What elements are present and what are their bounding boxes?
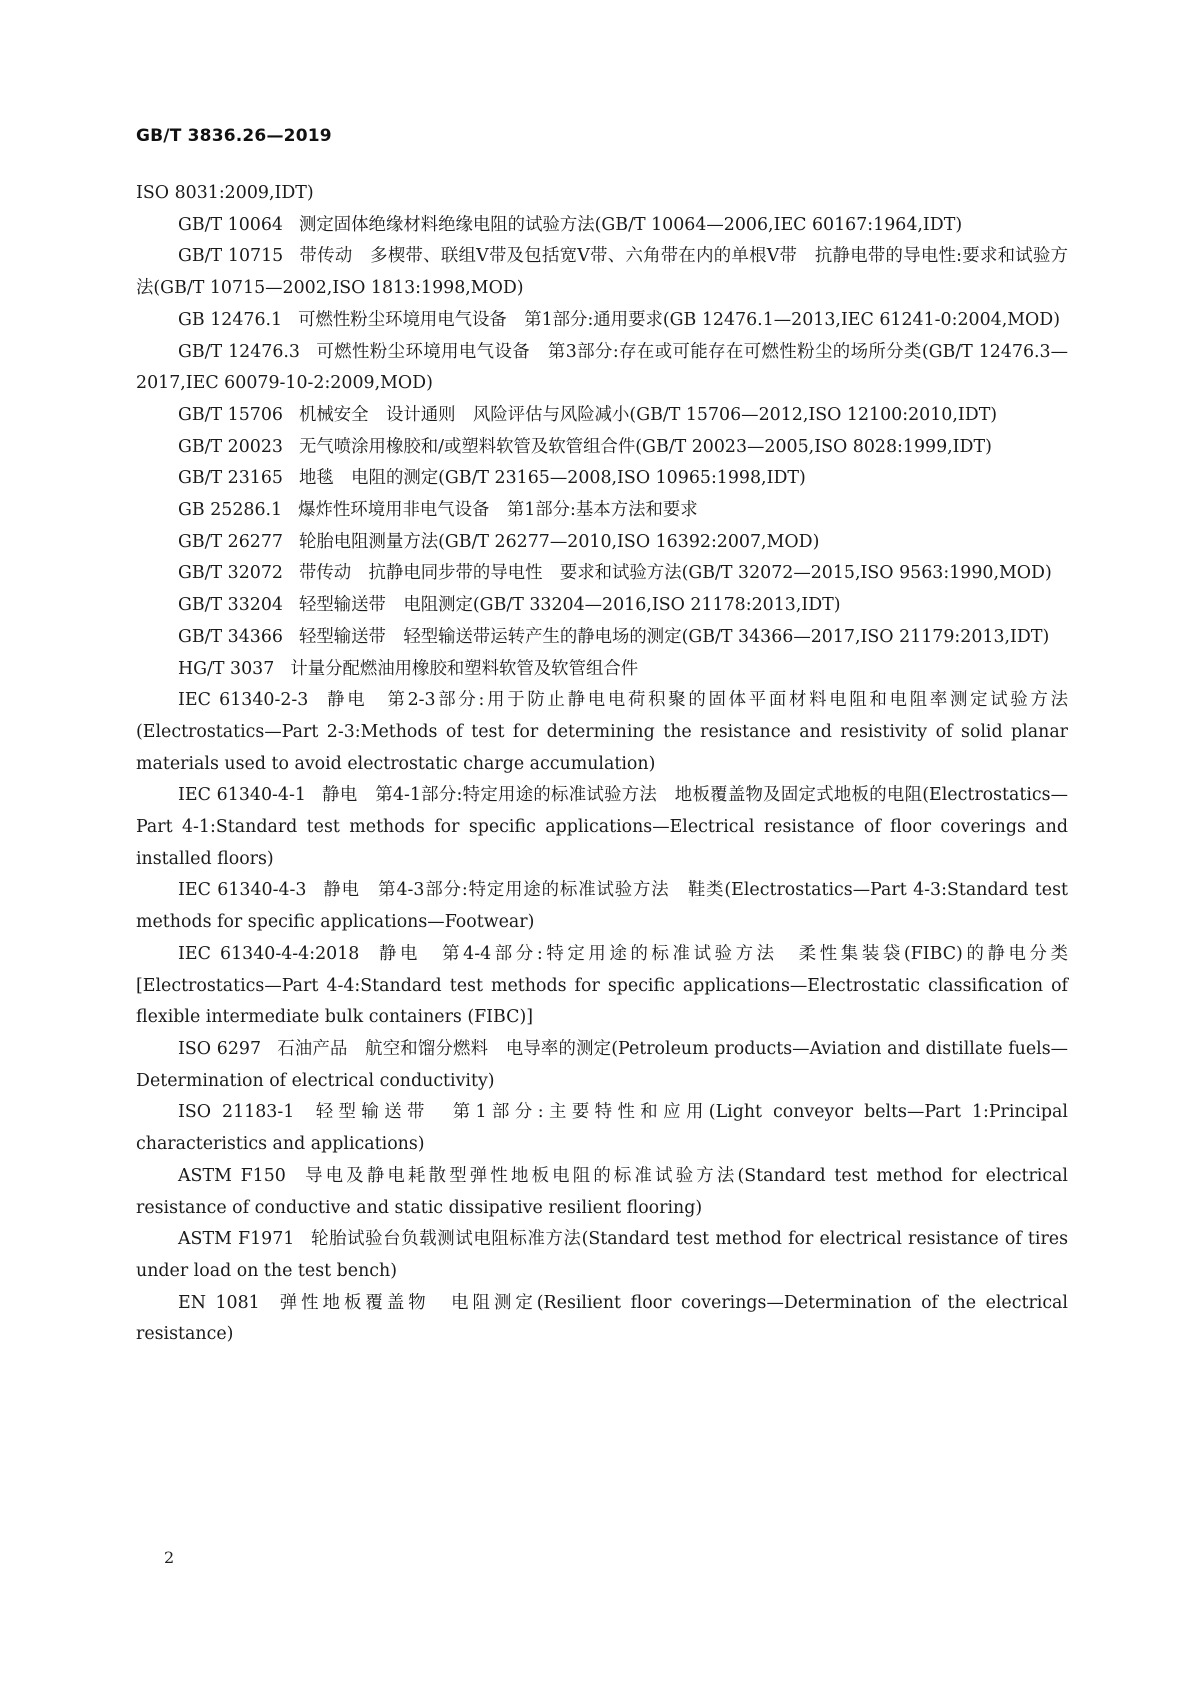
reference-title: 轻型输送带 轻型输送带运转产生的静电场的测定(GB/T 34366—2017,ISO 21179:2013,IDT) [298,626,1050,647]
reference-code: HG/T 3037 [178,658,275,679]
reference-code: GB/T 34366 [178,626,283,647]
reference-entry [136,178,1068,210]
reference-title: 弹性地板覆盖物 电阻测定(Resilient floor coverings—Determination of the electrical resistance) [136,1292,1068,1345]
normative-references-list [136,178,1068,1351]
reference-entry [136,337,1068,400]
reference-entry [136,558,1068,590]
reference-code: GB/T 23165 [178,468,283,489]
reference-title: 静电 第4-3部分:特定用途的标准试验方法 鞋类(Electrostatics—Part 4-3:Standard test methods for specific applications—Footwear) [136,880,1068,933]
reference-title: ISO 8031:2009,IDT) [136,183,314,203]
reference-entry [136,241,1068,304]
reference-entry [136,780,1068,875]
reference-entry [136,527,1068,559]
reference-title: 地毯 电阻的测定(GB/T 23165—2008,ISO 10965:1998,IDT) [298,468,806,489]
reference-entry [136,495,1068,527]
reference-entry [136,939,1068,1034]
reference-code: GB 25286.1 [178,500,283,521]
reference-entry [136,1034,1068,1097]
reference-entry [136,463,1068,495]
reference-code: EN 1081 [178,1292,260,1313]
reference-code: IEC 61340-4-3 [178,880,307,901]
page-number: 2 [164,1548,175,1567]
reference-code: GB/T 10715 [178,246,284,267]
reference-title: 计量分配燃油用橡胶和塑料软管及软管组合件 [290,658,639,679]
reference-title: 机械安全 设计通则 风险评估与风险减小(GB/T 15706—2012,ISO 12100:2010,IDT) [298,404,998,425]
reference-entry [136,400,1068,432]
reference-title: 无气喷涂用橡胶和/或塑料软管及软管组合件(GB/T 20023—2005,ISO 8028:1999,IDT) [298,436,992,457]
reference-code: ASTM F150 [178,1165,286,1186]
reference-title: 轻型输送带 第1部分:主要特性和应用(Light conveyor belts—Part 1:Principal characteristics and applications) [136,1102,1068,1155]
reference-entry [136,654,1068,686]
reference-code: GB/T 33204 [178,595,283,616]
reference-title: 轻型输送带 电阻测定(GB/T 33204—2016,ISO 21178:2013,IDT) [298,595,841,616]
reference-entry [136,210,1068,242]
reference-entry [136,1288,1068,1351]
reference-code: GB/T 15706 [178,404,283,425]
reference-entry [136,1224,1068,1287]
reference-entry [136,432,1068,464]
reference-entry [136,622,1068,654]
reference-title: 静电 第4-1部分:特定用途的标准试验方法 地板覆盖物及固定式地板的电阻(Electrostatics—Part 4-1:Standard test methods for specific applications—Electrical resistance of floor coverings and installed floors) [136,785,1068,869]
reference-code: IEC 61340-2-3 [178,690,309,711]
reference-entry [136,875,1068,938]
reference-entry [136,590,1068,622]
reference-entry [136,1161,1068,1224]
reference-entry [136,305,1068,337]
reference-entry [136,1097,1068,1160]
reference-code: GB/T 32072 [178,563,283,584]
reference-title: 测定固体绝缘材料绝缘电阻的试验方法(GB/T 10064—2006,IEC 60167:1964,IDT) [298,214,963,235]
reference-title: 带传动 多楔带、联组V带及包括宽V带、六角带在内的单根V带 抗静电带的导电性:要求和试验方法(GB/T 10715—2002,ISO 1813:1998,MOD) [136,246,1069,299]
reference-title: 爆炸性环境用非电气设备 第1部分:基本方法和要求 [298,500,698,521]
reference-title: 可燃性粉尘环境用电气设备 第3部分:存在或可能存在可燃性粉尘的场所分类(GB/T 12476.3—2017,IEC 60079-10-2:2009,MOD) [136,341,1068,394]
reference-code: GB/T 12476.3 [178,341,300,362]
reference-title: 轮胎电阻测量方法(GB/T 26277—2010,ISO 16392:2007,MOD) [298,531,820,552]
reference-title: 静电 第4-4部分:特定用途的标准试验方法 柔性集装袋(FIBC)的静电分类[Electrostatics—Part 4-4:Standard test methods for specific applications—Electrostatic classification of flexible intermediate bulk containers (FIBC)] [136,943,1068,1028]
reference-title: 静电 第2-3部分:用于防止静电电荷积聚的固体平面材料电阻和电阻率测定试验方法(Electrostatics—Part 2-3:Methods of test for determining the resistance and resistivity of solid planar materials used to avoid electrostatic charge accumulation) [136,690,1068,774]
reference-code: ISO 6297 [178,1038,262,1059]
reference-code: IEC 61340-4-4:2018 [178,943,360,964]
reference-title: 可燃性粉尘环境用电气设备 第1部分:通用要求(GB 12476.1—2013,IEC 61241-0:2004,MOD) [298,309,1061,330]
reference-title: 带传动 抗静电同步带的导电性 要求和试验方法(GB/T 32072—2015,ISO 9563:1990,MOD) [298,563,1052,584]
reference-title: 轮胎试验台负载测试电阻标准方法(Standard test method for electrical resistance of tires under load on the test bench) [136,1229,1068,1281]
reference-code: GB/T 20023 [178,436,283,457]
reference-code: GB/T 26277 [178,531,283,552]
reference-code: ISO 21183-1 [178,1102,295,1123]
reference-title: 导电及静电耗散型弹性地板电阻的标准试验方法(Standard test method for electrical resistance of conductive and static dissipative resilient flooring) [136,1165,1068,1218]
reference-code: ASTM F1971 [178,1229,295,1250]
standard-number-header: GB/T 3836.26—2019 [136,126,332,146]
reference-code: GB/T 10064 [178,214,283,235]
reference-title: 石油产品 航空和馏分燃料 电导率的测定(Petroleum products—Aviation and distillate fuels—Determination of electrical conductivity) [136,1038,1069,1091]
reference-code: GB 12476.1 [178,309,283,330]
reference-entry [136,685,1068,780]
reference-code: IEC 61340-4-1 [178,785,306,806]
